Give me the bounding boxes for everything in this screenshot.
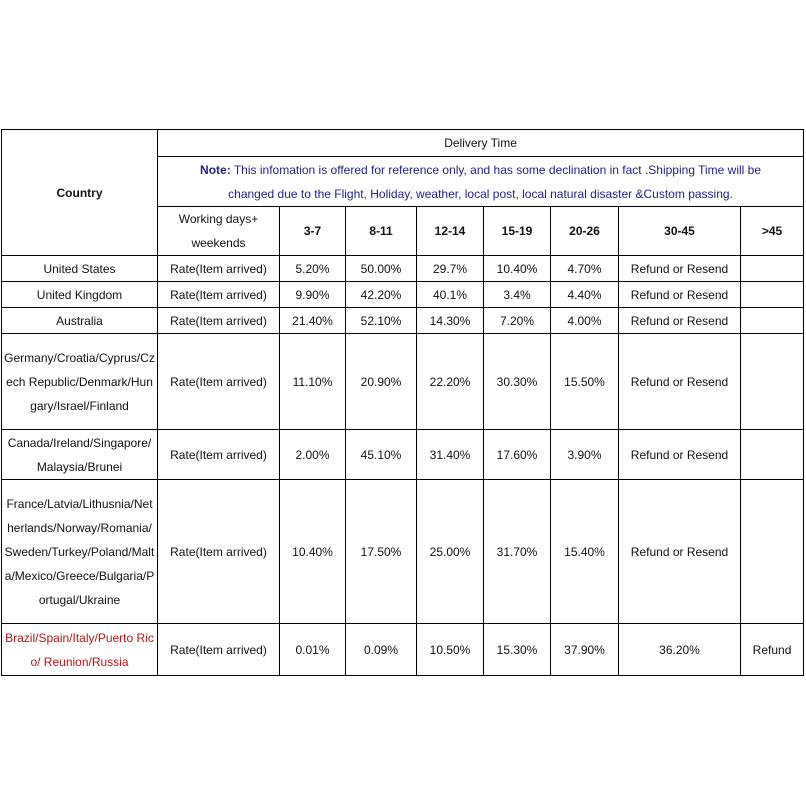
value-cell: Refund or Resend (619, 334, 741, 430)
value-cell: 52.10% (346, 308, 417, 334)
country-cell: France/Latvia/Lithusnia/Netherlands/Norway/Romania/Sweden/Turkey/Poland/Malta/Mexico/Greece/Bulgaria/Portugal/Ukraine (2, 480, 158, 624)
working-days-header: Working days+ weekends (158, 207, 280, 256)
country-cell: Canada/Ireland/Singapore/Malaysia/Brunei (2, 430, 158, 480)
value-cell: 10.40% (280, 480, 346, 624)
value-cell: 29.7% (417, 256, 484, 282)
value-cell: 17.60% (484, 430, 551, 480)
value-cell (741, 308, 804, 334)
rate-label-cell: Rate(Item arrived) (158, 624, 280, 676)
table-row (2, 334, 804, 430)
value-cell: 2.00% (280, 430, 346, 480)
value-cell: 22.20% (417, 334, 484, 430)
value-cell: 4.70% (551, 256, 619, 282)
value-cell: 9.90% (280, 282, 346, 308)
value-cell: 0.01% (280, 624, 346, 676)
range-header: 30-45 (619, 207, 741, 256)
value-cell: 36.20% (619, 624, 741, 676)
country-header: Country (2, 130, 158, 256)
value-cell: 15.30% (484, 624, 551, 676)
delivery-time-table (1, 129, 804, 676)
value-cell (741, 256, 804, 282)
value-cell: 50.00% (346, 256, 417, 282)
range-header: 15-19 (484, 207, 551, 256)
value-cell: 5.20% (280, 256, 346, 282)
note-line-2: changed due to the Flight, Holiday, weather, local post, local natural disaster &Custom passing. (228, 186, 733, 201)
value-cell: 30.30% (484, 334, 551, 430)
value-cell: Refund or Resend (619, 256, 741, 282)
rate-label-cell: Rate(Item arrived) (158, 308, 280, 334)
reference-note (158, 157, 804, 207)
table-row (2, 282, 804, 308)
value-cell: 4.40% (551, 282, 619, 308)
value-cell: 0.09% (346, 624, 417, 676)
value-cell: Refund or Resend (619, 308, 741, 334)
table-row (2, 256, 804, 282)
country-cell: Australia (2, 308, 158, 334)
rate-label-cell: Rate(Item arrived) (158, 282, 280, 308)
value-cell: 31.40% (417, 430, 484, 480)
value-cell (741, 282, 804, 308)
country-cell: United States (2, 256, 158, 282)
value-cell: 15.40% (551, 480, 619, 624)
value-cell: 25.00% (417, 480, 484, 624)
delivery-time-header: Delivery Time (158, 130, 804, 157)
table-row (2, 624, 804, 676)
value-cell: 10.40% (484, 256, 551, 282)
value-cell: 11.10% (280, 334, 346, 430)
value-cell: Refund (741, 624, 804, 676)
rate-label-cell: Rate(Item arrived) (158, 480, 280, 624)
value-cell: 37.90% (551, 624, 619, 676)
value-cell: 3.4% (484, 282, 551, 308)
range-header: 3-7 (280, 207, 346, 256)
value-cell: 31.70% (484, 480, 551, 624)
value-cell: 10.50% (417, 624, 484, 676)
rate-label-cell: Rate(Item arrived) (158, 334, 280, 430)
table-row (2, 480, 804, 624)
note-label: Note: (200, 162, 231, 177)
rate-label-cell: Rate(Item arrived) (158, 256, 280, 282)
country-cell: Brazil/Spain/Italy/Puerto Rico/ Reunion/Russia (2, 624, 158, 676)
range-header: 8-11 (346, 207, 417, 256)
country-cell: Germany/Croatia/Cyprus/Czech Republic/Denmark/Hungary/Israel/Finland (2, 334, 158, 430)
value-cell (741, 430, 804, 480)
value-cell: 42.20% (346, 282, 417, 308)
value-cell: Refund or Resend (619, 282, 741, 308)
value-cell: 40.1% (417, 282, 484, 308)
value-cell: 14.30% (417, 308, 484, 334)
value-cell: 3.90% (551, 430, 619, 480)
value-cell: 17.50% (346, 480, 417, 624)
value-cell: 45.10% (346, 430, 417, 480)
value-cell: 7.20% (484, 308, 551, 334)
value-cell: 20.90% (346, 334, 417, 430)
note-line-1 (166, 158, 795, 182)
note-text-1: This infomation is offered for reference only, and has some declination in fact .Shipping Time will be (233, 162, 762, 177)
value-cell: 21.40% (280, 308, 346, 334)
range-header: 20-26 (551, 207, 619, 256)
table-row (2, 308, 804, 334)
country-cell: United Kingdom (2, 282, 158, 308)
range-header: >45 (741, 207, 804, 256)
value-cell (741, 334, 804, 430)
value-cell: 15.50% (551, 334, 619, 430)
table-row (2, 430, 804, 480)
rate-label-cell: Rate(Item arrived) (158, 430, 280, 480)
value-cell (741, 480, 804, 624)
value-cell: Refund or Resend (619, 430, 741, 480)
value-cell: Refund or Resend (619, 480, 741, 624)
range-header: 12-14 (417, 207, 484, 256)
value-cell: 4.00% (551, 308, 619, 334)
